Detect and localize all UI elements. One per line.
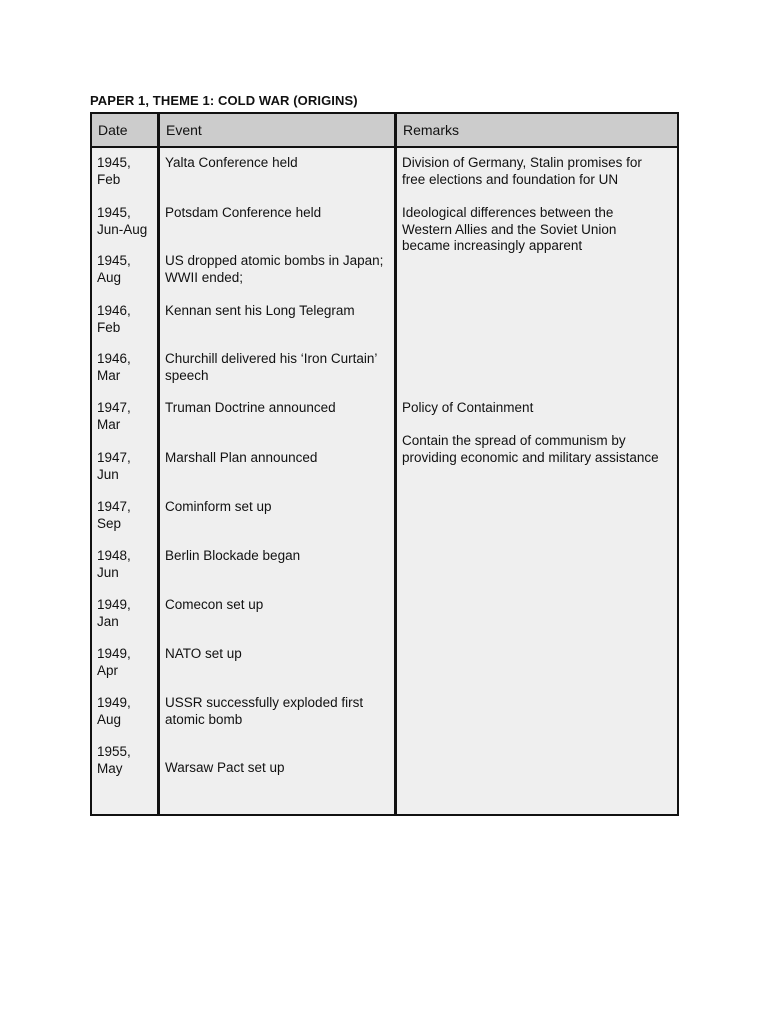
- table-header-row: [92, 114, 677, 148]
- row-date: 1945, Aug: [97, 253, 131, 285]
- row-event: US dropped atomic bombs in Japan; WWII ended;: [165, 253, 384, 285]
- row-date: 1949, Jan: [97, 597, 131, 629]
- row-event: Yalta Conference held: [165, 155, 298, 170]
- row-event: Truman Doctrine announced: [165, 400, 336, 415]
- row-date: 1947, Mar: [97, 400, 131, 432]
- row-event: Marshall Plan announced: [165, 450, 318, 465]
- remark: Division of Germany, Stalin promises for free elections and foundation for UN: [402, 155, 642, 187]
- row-event: Churchill delivered his ‘Iron Curtain’ speech: [165, 351, 378, 383]
- row-date: 1946, Mar: [97, 351, 131, 383]
- cold-war-table: [90, 112, 679, 816]
- column-divider: [157, 114, 160, 814]
- remark: Ideological differences between the Western Allies and the Soviet Union became increasingly apparent: [402, 205, 617, 253]
- header-event: Event: [166, 122, 202, 138]
- row-event: Berlin Blockade began: [165, 548, 301, 563]
- header-date: Date: [98, 122, 128, 138]
- row-date: 1947, Jun: [97, 450, 131, 482]
- document-title: PAPER 1, THEME 1: COLD WAR (ORIGINS): [90, 93, 358, 108]
- column-divider: [394, 114, 397, 814]
- row-event: USSR successfully exploded first atomic bomb: [165, 695, 364, 727]
- row-event: Kennan sent his Long Telegram: [165, 303, 355, 318]
- row-date: 1945, Jun-Aug: [97, 205, 148, 237]
- row-date: 1946, Feb: [97, 303, 131, 335]
- row-event: NATO set up: [165, 646, 242, 661]
- row-date: 1955, May: [97, 744, 131, 776]
- row-date: 1949, Apr: [97, 646, 131, 678]
- row-date: 1947, Sep: [97, 499, 131, 531]
- row-date: 1948, Jun: [97, 548, 131, 580]
- row-date: 1949, Aug: [97, 695, 131, 727]
- row-event: Warsaw Pact set up: [165, 760, 285, 775]
- row-date: 1945, Feb: [97, 155, 131, 187]
- row-event: Comecon set up: [165, 597, 264, 612]
- remark: Contain the spread of communism by providing economic and military assistance: [402, 433, 659, 465]
- header-remarks: Remarks: [403, 122, 460, 138]
- row-event: Potsdam Conference held: [165, 205, 322, 220]
- row-event: Cominform set up: [165, 499, 272, 514]
- remark: Policy of Containment: [402, 400, 534, 415]
